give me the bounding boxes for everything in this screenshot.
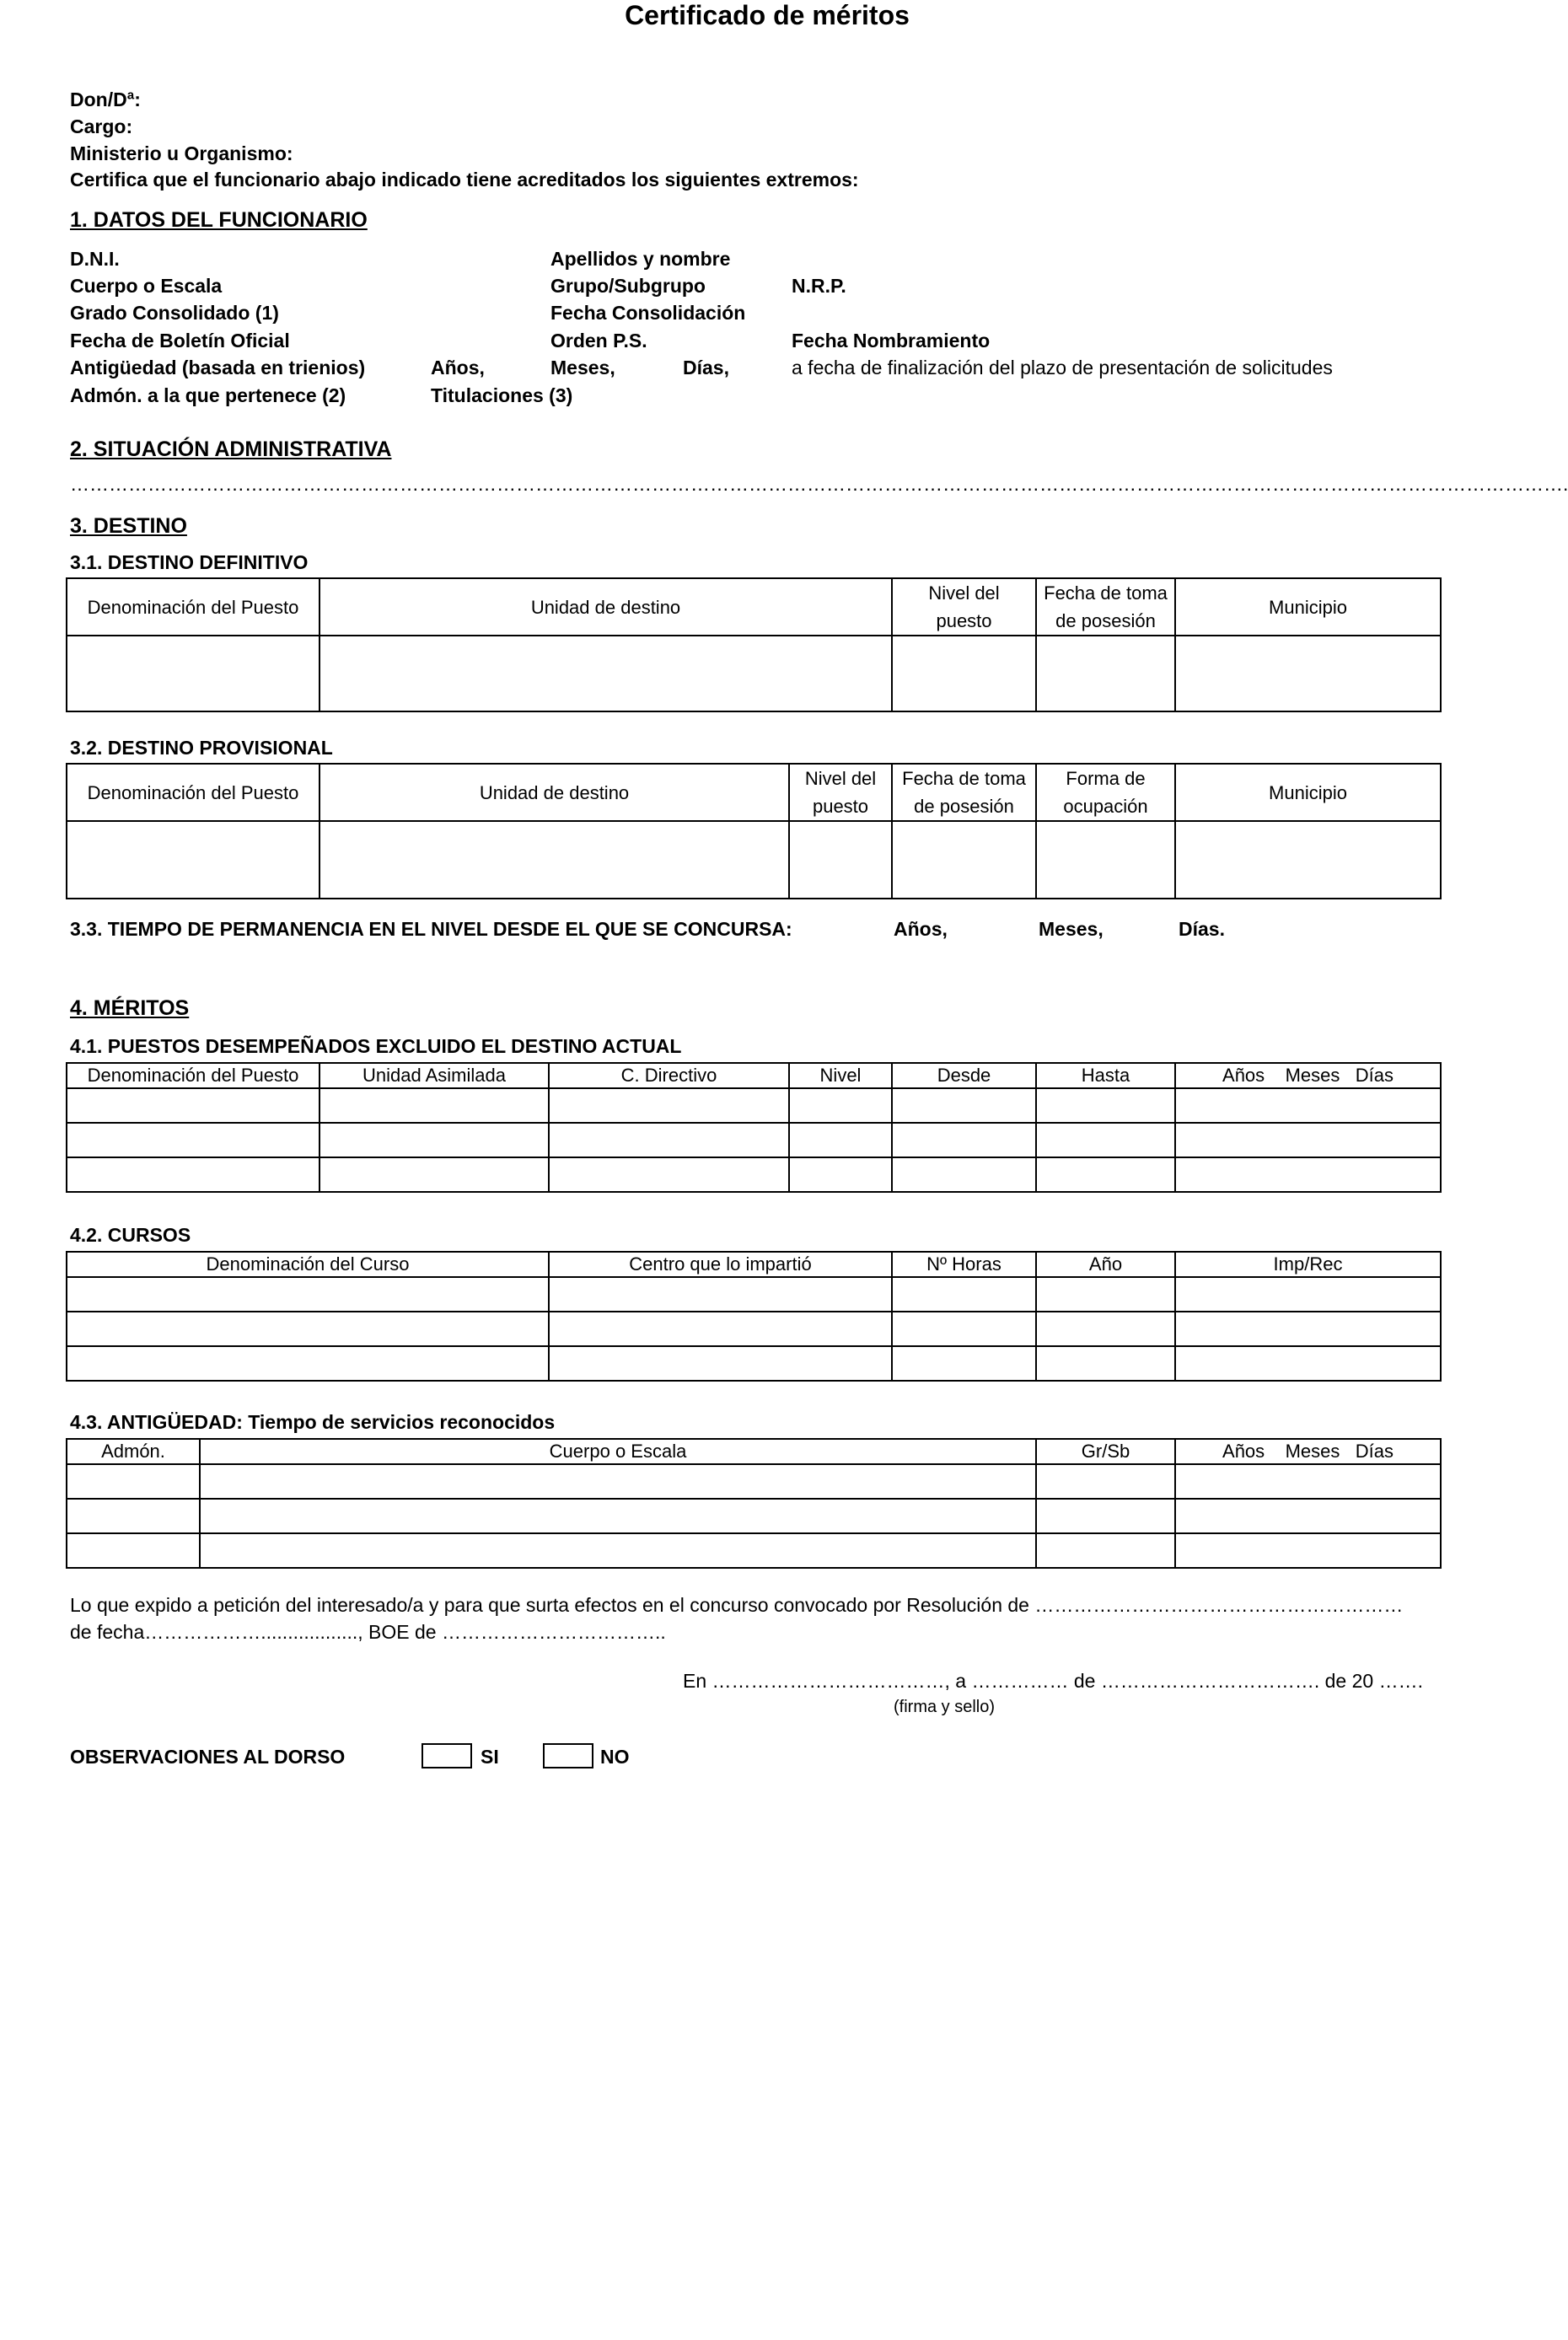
table-cell[interactable] — [789, 1123, 892, 1157]
table-cell[interactable] — [1036, 1464, 1175, 1499]
table-cell[interactable] — [1175, 1277, 1441, 1312]
col-nivel: Nivel — [789, 1063, 892, 1088]
table-cell[interactable] — [1175, 821, 1441, 899]
col-unidad: Unidad de destino — [320, 764, 789, 821]
table-cell[interactable] — [789, 1088, 892, 1123]
page-title: Certificado de méritos — [625, 0, 910, 30]
table-row — [67, 1346, 1441, 1381]
fecha-boletin-label: Fecha de Boletín Oficial — [70, 330, 290, 352]
table-cell[interactable] — [892, 1088, 1036, 1123]
col-nivel — [789, 764, 892, 821]
cursos-heading: 4.2. CURSOS — [70, 1224, 191, 1246]
destino-provisional-heading: 3.2. DESTINO PROVISIONAL — [70, 737, 333, 759]
puestos-table — [66, 1062, 1442, 1193]
table-cell[interactable] — [67, 1346, 549, 1381]
cursos-table — [66, 1251, 1442, 1382]
table-cell[interactable] — [67, 1088, 320, 1123]
cuerpo-label: Cuerpo o Escala — [70, 275, 223, 297]
col-municipio: Municipio — [1175, 578, 1441, 636]
table-row — [67, 1312, 1441, 1346]
fecha-consolidacion-label: Fecha Consolidación — [550, 302, 746, 324]
observaciones-label: OBSERVACIONES AL DORSO — [70, 1746, 346, 1768]
col-anos-meses-dias: Años Meses Días — [1175, 1439, 1441, 1464]
table-cell[interactable] — [67, 636, 320, 711]
table-cell[interactable] — [892, 1312, 1036, 1346]
lugar-fecha-line: En ………………………………, a …………… de ……………………………. de 20 ……. — [683, 1670, 1423, 1692]
table-cell[interactable] — [549, 1157, 789, 1192]
col-forma-ocupacion — [1036, 764, 1175, 821]
table-cell[interactable] — [1036, 636, 1175, 711]
table-cell[interactable] — [1175, 1499, 1441, 1533]
section-3-heading: 3. DESTINO — [70, 514, 187, 538]
ministerio-label: Ministerio u Organismo: — [70, 142, 293, 164]
table-cell[interactable] — [1036, 1312, 1175, 1346]
table-cell[interactable] — [892, 636, 1036, 711]
section-4-heading: 4. MÉRITOS — [70, 996, 190, 1020]
permanencia-label: 3.3. TIEMPO DE PERMANENCIA EN EL NIVEL DESDE EL QUE SE CONCURSA: — [70, 918, 792, 940]
permanencia-anos: Años, — [894, 918, 948, 940]
antiguedad-table — [66, 1438, 1442, 1569]
col-nivel-line2: puesto — [936, 610, 992, 631]
col-admon: Admón. — [67, 1439, 200, 1464]
table-cell[interactable] — [892, 821, 1036, 899]
table-cell[interactable] — [1175, 1346, 1441, 1381]
col-nivel-line1: Nivel del — [928, 582, 1000, 604]
si-checkbox[interactable] — [422, 1743, 472, 1768]
table-cell[interactable] — [1175, 636, 1441, 711]
antiguedad-label: Antigüedad (basada en trienios) — [70, 357, 366, 378]
col-municipio: Municipio — [1175, 764, 1441, 821]
table-header-row — [67, 764, 1441, 821]
col-fecha-line1: Fecha de toma — [902, 768, 1026, 789]
col-fecha-toma — [892, 764, 1036, 821]
table-cell[interactable] — [1175, 1157, 1441, 1192]
table-cell[interactable] — [892, 1277, 1036, 1312]
firma-sello-label: (firma y sello) — [894, 1698, 996, 1716]
table-header-row — [67, 1252, 1441, 1277]
table-cell[interactable] — [549, 1312, 892, 1346]
table-row — [67, 1277, 1441, 1312]
table-cell[interactable] — [789, 821, 892, 899]
fecha-nombramiento-label: Fecha Nombramiento — [792, 330, 991, 352]
table-cell[interactable] — [1175, 1312, 1441, 1346]
col-unidad-asimilada: Unidad Asimilada — [320, 1063, 549, 1088]
col-c-directivo: C. Directivo — [549, 1063, 789, 1088]
certifica-text: Certifica que el funcionario abajo indicado tiene acreditados los siguientes extremos: — [70, 169, 859, 191]
table-cell[interactable] — [1175, 1088, 1441, 1123]
table-cell[interactable] — [67, 1464, 200, 1499]
col-denominacion: Denominación del Puesto — [67, 1063, 320, 1088]
table-cell[interactable] — [1036, 1088, 1175, 1123]
col-fecha-line2: de posesión — [914, 796, 1014, 817]
table-header-row — [67, 1063, 1441, 1088]
table-row — [67, 821, 1441, 899]
col-horas: Nº Horas — [892, 1252, 1036, 1277]
table-row — [67, 1464, 1441, 1499]
destino-definitivo-heading: 3.1. DESTINO DEFINITIVO — [70, 551, 309, 573]
table-header-row — [67, 1439, 1441, 1464]
col-nivel-line1: Nivel del — [804, 768, 877, 789]
table-cell[interactable] — [1036, 1277, 1175, 1312]
table-cell[interactable] — [67, 1533, 200, 1568]
table-cell[interactable] — [549, 1123, 789, 1157]
permanencia-dias: Días. — [1179, 918, 1225, 940]
antiguedad-meses: Meses, — [550, 357, 615, 378]
table-header-row — [67, 578, 1441, 636]
table-cell[interactable] — [320, 1157, 549, 1192]
cargo-label: Cargo: — [70, 115, 133, 137]
col-gr-sb: Gr/Sb — [1036, 1439, 1175, 1464]
table-cell[interactable] — [1036, 1157, 1175, 1192]
col-centro: Centro que lo impartió — [549, 1252, 892, 1277]
col-denominacion: Denominación del Puesto — [67, 578, 320, 636]
section-1-heading: 1. DATOS DEL FUNCIONARIO — [70, 208, 368, 232]
table-cell[interactable] — [892, 1346, 1036, 1381]
table-row — [67, 1499, 1441, 1533]
table-cell[interactable] — [549, 1088, 789, 1123]
antiguedad-dias: Días, — [683, 357, 729, 378]
antiguedad-anos: Años, — [431, 357, 485, 378]
col-fecha-line2: de posesión — [1055, 610, 1156, 631]
col-cuerpo-escala: Cuerpo o Escala — [200, 1439, 1036, 1464]
table-cell[interactable] — [67, 1312, 549, 1346]
table-cell[interactable] — [67, 1157, 320, 1192]
col-forma-line2: ocupación — [1063, 796, 1148, 817]
don-label: Don/Dª: — [70, 89, 141, 110]
table-cell[interactable] — [67, 1123, 320, 1157]
expido-text-line1: Lo que expido a petición del interesado/a y para que surta efectos en el concurso convocado por Resolución de ………………………………………………… — [70, 1594, 1404, 1616]
puestos-heading: 4.1. PUESTOS DESEMPEÑADOS EXCLUIDO EL DESTINO ACTUAL — [70, 1035, 682, 1057]
table-cell[interactable] — [1036, 1123, 1175, 1157]
table-cell[interactable] — [200, 1464, 1036, 1499]
no-label: NO — [600, 1746, 630, 1768]
si-label: SI — [481, 1746, 499, 1768]
destino-provisional-table — [66, 763, 1442, 899]
table-cell[interactable] — [1036, 1533, 1175, 1568]
table-cell[interactable] — [67, 821, 320, 899]
table-cell[interactable] — [1175, 1464, 1441, 1499]
col-denominacion-curso: Denominación del Curso — [67, 1252, 549, 1277]
col-fecha-toma — [1036, 578, 1175, 636]
col-unidad: Unidad de destino — [320, 578, 892, 636]
table-cell[interactable] — [67, 1277, 549, 1312]
antiguedad-heading: 4.3. ANTIGÜEDAD: Tiempo de servicios reconocidos — [70, 1411, 556, 1433]
permanencia-meses: Meses, — [1039, 918, 1104, 940]
nrp-label: N.R.P. — [792, 275, 846, 297]
table-row — [67, 1123, 1441, 1157]
table-cell[interactable] — [320, 636, 892, 711]
table-cell[interactable] — [320, 821, 789, 899]
col-fecha-line1: Fecha de toma — [1044, 582, 1168, 604]
table-cell[interactable] — [892, 1123, 1036, 1157]
table-cell[interactable] — [320, 1123, 549, 1157]
section-2-heading: 2. SITUACIÓN ADMINISTRATIVA — [70, 437, 392, 461]
titulaciones-label: Titulaciones (3) — [431, 384, 573, 406]
admon-label: Admón. a la que pertenece (2) — [70, 384, 346, 406]
table-cell[interactable] — [549, 1346, 892, 1381]
col-desde: Desde — [892, 1063, 1036, 1088]
situacion-dots: ……………………………………………………………………………………………………………………………………………………………………………………………………………. — [70, 473, 1568, 495]
table-cell[interactable] — [200, 1533, 1036, 1568]
table-row — [67, 1088, 1441, 1123]
grupo-label: Grupo/Subgrupo — [550, 275, 706, 297]
table-cell[interactable] — [1036, 1346, 1175, 1381]
dni-label: D.N.I. — [70, 248, 120, 270]
col-forma-line1: Forma de — [1066, 768, 1146, 789]
col-imp-rec: Imp/Rec — [1175, 1252, 1441, 1277]
table-cell[interactable] — [1175, 1123, 1441, 1157]
grado-label: Grado Consolidado (1) — [70, 302, 279, 324]
col-nivel — [892, 578, 1036, 636]
col-anos-meses-dias: Años Meses Días — [1175, 1063, 1441, 1088]
table-cell[interactable] — [200, 1499, 1036, 1533]
table-cell[interactable] — [1036, 1499, 1175, 1533]
col-denominacion: Denominación del Puesto — [67, 764, 320, 821]
no-checkbox[interactable] — [543, 1743, 593, 1768]
expido-text-line2: de fecha……………….................., BOE de …………………………….. — [70, 1621, 666, 1643]
orden-label: Orden P.S. — [550, 330, 647, 352]
table-cell[interactable] — [892, 1157, 1036, 1192]
table-row — [67, 636, 1441, 711]
col-hasta: Hasta — [1036, 1063, 1175, 1088]
apellidos-label: Apellidos y nombre — [550, 248, 731, 270]
table-cell[interactable] — [67, 1499, 200, 1533]
col-ano: Año — [1036, 1252, 1175, 1277]
table-row — [67, 1533, 1441, 1568]
table-cell[interactable] — [1036, 821, 1175, 899]
table-cell[interactable] — [549, 1277, 892, 1312]
table-row — [67, 1157, 1441, 1192]
table-cell[interactable] — [1175, 1533, 1441, 1568]
destino-definitivo-table — [66, 577, 1442, 712]
col-nivel-line2: puesto — [812, 796, 869, 817]
fecha-fin-text: a fecha de finalización del plazo de presentación de solicitudes — [792, 357, 1333, 378]
table-cell[interactable] — [320, 1088, 549, 1123]
table-cell[interactable] — [789, 1157, 892, 1192]
